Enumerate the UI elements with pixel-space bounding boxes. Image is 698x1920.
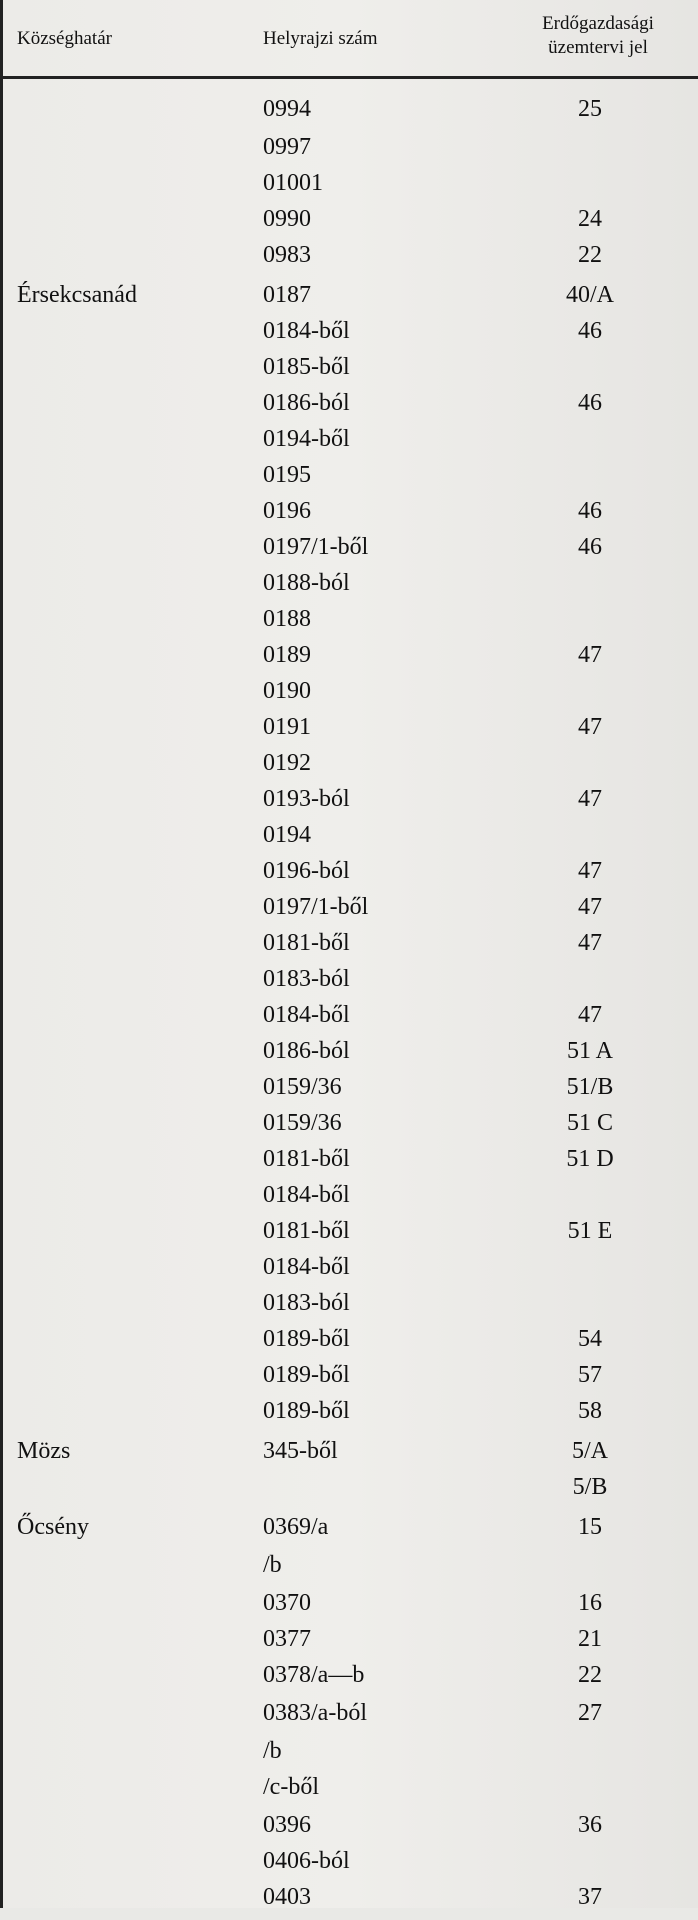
table-row — [0, 1438, 698, 1474]
parcel-cell: 0383/a-ból — [263, 1700, 367, 1726]
parcel-cell: /c-ből — [263, 1774, 319, 1800]
code-cell: 51 C — [566, 1110, 613, 1136]
parcel-cell: 0197/1-ből — [263, 534, 369, 560]
parcel-cell: 0187 — [263, 282, 311, 308]
table-row — [0, 282, 698, 318]
table-row — [0, 570, 698, 606]
parcel-cell: 0990 — [263, 206, 311, 232]
parcel-cell: 0997 — [263, 134, 311, 160]
code-cell: 46 — [578, 318, 602, 344]
parcel-cell: 0994 — [263, 96, 311, 122]
table-row — [0, 1590, 698, 1626]
parcel-cell: 0181-ből — [263, 1218, 350, 1244]
parcel-cell: 0183-ból — [263, 966, 350, 992]
parcel-cell: 0186-ból — [263, 1038, 350, 1064]
code-cell: 51 E — [567, 1218, 613, 1244]
table-row — [0, 318, 698, 354]
parcel-cell: 0369/a — [263, 1514, 329, 1540]
header-code-line2: üzemtervi jel — [548, 37, 648, 58]
parcel-cell: 0197/1-ből — [263, 894, 369, 920]
code-cell: 47 — [578, 894, 602, 920]
parcel-cell: 0194-ből — [263, 426, 350, 452]
place-cell: Őcsény — [17, 1514, 89, 1540]
parcel-cell: 0196-ból — [263, 858, 350, 884]
parcel-cell: 0189-ből — [263, 1362, 350, 1388]
code-cell: 40/A — [566, 282, 614, 308]
parcel-cell: 0983 — [263, 242, 311, 268]
parcel-cell: 0370 — [263, 1590, 311, 1616]
parcel-cell: 345-ből — [263, 1438, 338, 1464]
table-row — [0, 498, 698, 534]
parcel-cell: 0377 — [263, 1626, 311, 1652]
table-row — [0, 390, 698, 426]
parcel-cell: 0194 — [263, 822, 311, 848]
parcel-cell: 0190 — [263, 678, 311, 704]
header-code-line1: Erdőgazdasági — [542, 13, 654, 34]
parcel-cell: 0186-ból — [263, 390, 350, 416]
code-cell: 21 — [578, 1626, 602, 1652]
parcel-cell: 0189-ből — [263, 1326, 350, 1352]
table-row — [0, 534, 698, 570]
code-cell: 5/B — [572, 1474, 608, 1500]
parcel-cell: 0184-ből — [263, 1254, 350, 1280]
table-row — [0, 1474, 698, 1510]
code-cell: 22 — [578, 1662, 602, 1688]
table-row — [0, 426, 698, 462]
header-place: Községhatár — [17, 28, 112, 49]
code-cell: 47 — [578, 714, 602, 740]
parcel-cell: 0191 — [263, 714, 311, 740]
table-row — [0, 1848, 698, 1884]
code-cell: 16 — [578, 1590, 602, 1616]
parcel-cell: 0192 — [263, 750, 311, 776]
place-cell: Mözs — [17, 1438, 71, 1464]
table-row — [0, 1326, 698, 1362]
table-row — [0, 1626, 698, 1662]
parcel-cell: 0183-ból — [263, 1290, 350, 1316]
table-row — [0, 354, 698, 390]
code-cell: 22 — [578, 242, 602, 268]
parcel-cell: 0185-ből — [263, 354, 350, 380]
code-cell: 47 — [578, 642, 602, 668]
code-cell: 46 — [578, 390, 602, 416]
table-row — [0, 1218, 698, 1254]
table-row — [0, 1812, 698, 1848]
parcel-cell: 0378/a—b — [263, 1662, 365, 1688]
code-cell: 57 — [578, 1362, 602, 1388]
table-row — [0, 750, 698, 786]
code-cell: 51/B — [566, 1074, 614, 1100]
table-row — [0, 1254, 698, 1290]
table-row — [0, 1074, 698, 1110]
table-row — [0, 1514, 698, 1550]
parcel-cell: 0184-ből — [263, 1002, 350, 1028]
parcel-cell: 0188 — [263, 606, 311, 632]
code-cell: 46 — [578, 534, 602, 560]
table-row — [0, 930, 698, 966]
code-cell: 54 — [578, 1326, 602, 1352]
table-row — [0, 242, 698, 278]
parcel-cell: 0188-ból — [263, 570, 350, 596]
parcel-cell: 0189-ből — [263, 1398, 350, 1424]
parcel-cell: /b — [263, 1552, 282, 1578]
code-cell: 15 — [578, 1514, 602, 1540]
header-code — [508, 12, 688, 60]
table-row — [0, 1884, 698, 1920]
parcel-cell: 0184-ből — [263, 1182, 350, 1208]
table-row — [0, 786, 698, 822]
code-cell: 46 — [578, 498, 602, 524]
table-row — [0, 170, 698, 206]
parcel-cell: 0159/36 — [263, 1074, 342, 1100]
place-cell: Érsekcsanád — [17, 282, 137, 308]
table-row — [0, 1662, 698, 1698]
code-cell: 36 — [578, 1812, 602, 1838]
parcel-cell: /b — [263, 1738, 282, 1764]
code-cell: 47 — [578, 858, 602, 884]
table-row — [0, 462, 698, 498]
table-row — [0, 1146, 698, 1182]
table-row — [0, 134, 698, 170]
table-row — [0, 966, 698, 1002]
code-cell: 27 — [578, 1700, 602, 1726]
code-cell: 37 — [578, 1884, 602, 1910]
parcel-cell: 0396 — [263, 1812, 311, 1838]
table-row — [0, 678, 698, 714]
code-cell: 25 — [578, 96, 602, 122]
parcel-cell: 0181-ből — [263, 1146, 350, 1172]
table-row — [0, 1700, 698, 1736]
code-cell: 47 — [578, 786, 602, 812]
table-row — [0, 1774, 698, 1810]
table-row — [0, 894, 698, 930]
table-row — [0, 1110, 698, 1146]
header-parcel: Helyrajzi szám — [263, 28, 378, 49]
code-cell: 51 A — [566, 1038, 613, 1064]
parcel-cell: 0196 — [263, 498, 311, 524]
parcel-cell: 0189 — [263, 642, 311, 668]
table-row — [0, 606, 698, 642]
table-row — [0, 642, 698, 678]
parcel-cell: 0193-ból — [263, 786, 350, 812]
table-row — [0, 1552, 698, 1588]
table-row — [0, 1038, 698, 1074]
code-cell: 58 — [578, 1398, 602, 1424]
code-cell: 47 — [578, 930, 602, 956]
parcel-cell: 0403 — [263, 1884, 311, 1910]
parcel-cell: 01001 — [263, 170, 323, 196]
table-row — [0, 1182, 698, 1218]
parcel-cell: 0181-ből — [263, 930, 350, 956]
table-row — [0, 1398, 698, 1434]
table-header — [0, 0, 698, 78]
table-row — [0, 1362, 698, 1398]
code-cell: 24 — [578, 206, 602, 232]
header-divider — [0, 76, 698, 79]
table-row — [0, 822, 698, 858]
table-row — [0, 206, 698, 242]
parcel-cell: 0159/36 — [263, 1110, 342, 1136]
code-cell: 47 — [578, 1002, 602, 1028]
table-row — [0, 714, 698, 750]
table-row — [0, 1002, 698, 1038]
parcel-cell: 0184-ből — [263, 318, 350, 344]
table-row — [0, 1290, 698, 1326]
parcel-cell: 0195 — [263, 462, 311, 488]
table-row — [0, 858, 698, 894]
parcel-cell: 0406-ból — [263, 1848, 350, 1874]
table-row — [0, 96, 698, 132]
code-cell: 5/A — [572, 1438, 608, 1464]
table-row — [0, 1738, 698, 1774]
code-cell: 51 D — [566, 1146, 614, 1172]
